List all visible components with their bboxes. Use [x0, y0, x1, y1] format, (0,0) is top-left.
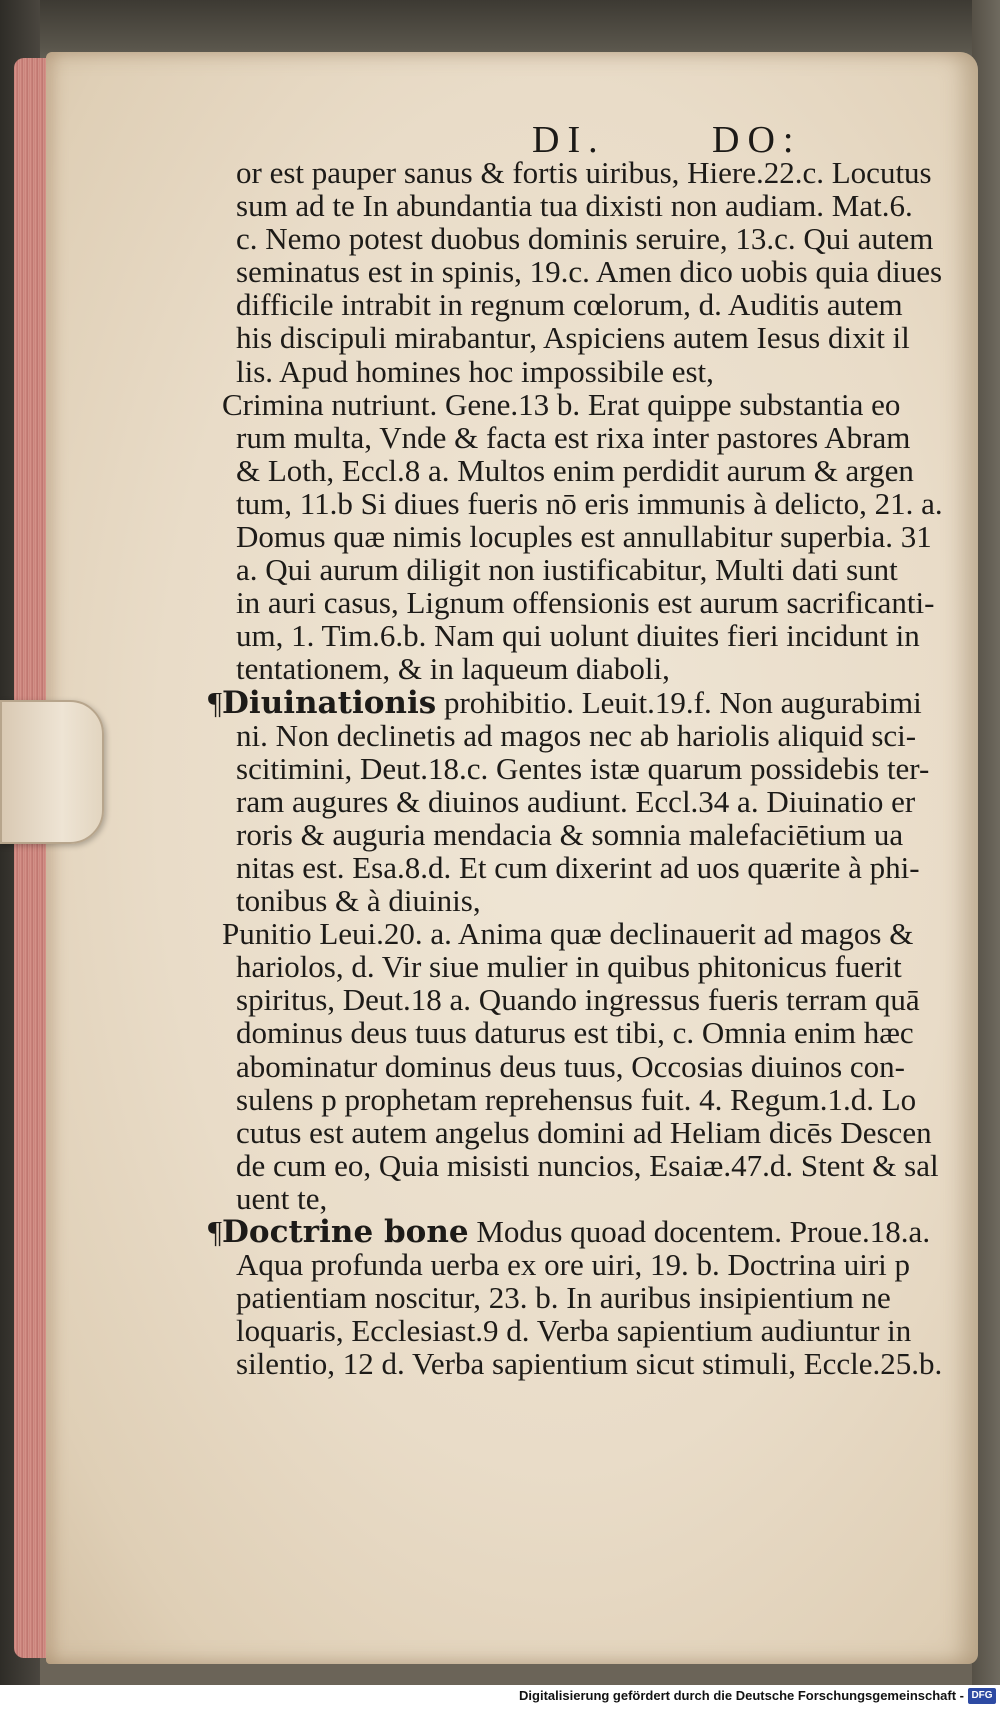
pilcrow-mark: ¶	[208, 684, 223, 720]
text-line: rum multa, Vnde & facta est rixa inter pastores Abram	[236, 419, 911, 455]
text-line: uent te,	[236, 1180, 328, 1216]
header-left: DI.	[532, 119, 606, 161]
pilcrow-mark: ¶	[208, 1214, 223, 1249]
dfg-logo: DFG	[968, 1688, 996, 1704]
header-right: DO:	[712, 119, 802, 161]
text-line: Aqua profunda uerba ex ore uiri, 19. b. Doctrina uiri p	[236, 1247, 911, 1283]
section-heading: Doctrine bone	[222, 1214, 469, 1250]
text-line: sum ad te In abundantia tua dixisti non audiam. Mat.6.	[236, 188, 913, 224]
text-line: hariolos, d. Vir siue mulier in quibus phitonicus fuerit	[236, 949, 902, 985]
text-line: patientiam noscitur, 23. b. In auribus insipientium ne	[236, 1280, 891, 1316]
text-line: abominatur dominus deus tuus, Occosias diuinos con-	[236, 1048, 905, 1084]
text-line	[208, 1215, 996, 1248]
footer-credit: Digitalisierung gefördert durch die Deutsche Forschungsgemeinschaft -	[519, 1688, 964, 1703]
text-line: c. Nemo potest duobus dominis seruire, 13.c. Qui autem	[236, 221, 934, 257]
text-line: tum, 11.b Si diues fueris nō eris immunis à delicto, 21. a.	[236, 485, 943, 521]
section-heading: Diuinationis	[222, 684, 437, 721]
text-line	[208, 686, 996, 719]
text-line: roris & auguria mendacia & somnia malefaciētium ua	[236, 816, 904, 852]
text-line: tonibus & à diuinis,	[236, 883, 481, 919]
text-line: scitimini, Deut.18.c. Gentes istæ quarum possidebis ter-	[236, 750, 930, 786]
text-line: lis. Apud homines hoc impossibile est,	[236, 353, 714, 389]
text-line: or est pauper sanus & fortis uiribus, Hiere.22.c. Locutus	[236, 155, 932, 190]
text-line: um, 1. Tim.6.b. Nam qui uolunt diuites fieri incidunt in	[236, 618, 920, 654]
text-line: silentio, 12 d. Verba sapientium sicut stimuli, Eccle.25.b.	[236, 1346, 943, 1382]
text-line: cutus est autem angelus domini ad Heliam dicēs Descen	[236, 1114, 932, 1150]
text-line: in auri casus, Lignum offensionis est aurum sacrificanti-	[236, 585, 935, 621]
digitization-footer	[0, 1685, 1000, 1709]
text-line: loquaris, Ecclesiast.9 d. Verba sapientium audiuntur in	[236, 1313, 912, 1349]
text-line: seminatus est in spinis, 19.c. Amen dico uobis quia diues	[236, 254, 943, 290]
text-line: spiritus, Deut.18 a. Quando ingressus fueris terram quā	[236, 982, 920, 1018]
text-line: ni. Non declinetis ad magos nec ab hariolis aliquid sci-	[236, 717, 917, 753]
text-line: sulens p prophetam reprehensus fuit. 4. Regum.1.d. Lo	[236, 1081, 917, 1117]
text-line: Crimina nutriunt. Gene.13 b. Erat quippe substantia eo	[222, 386, 901, 422]
text-line: dominus deus tuus daturus est tibi, c. Omnia enim hæc	[236, 1015, 914, 1051]
book-clasp	[0, 700, 104, 844]
line-text: Modus quoad docentem. Proue.18.a.	[468, 1214, 931, 1249]
text-line: his discipuli mirabantur, Aspiciens autem Iesus dixit il	[236, 320, 910, 356]
text-line: tentationem, & in laqueum diaboli,	[236, 651, 670, 687]
page-text	[208, 155, 996, 1382]
book-fore-edge	[14, 58, 48, 1658]
text-line: ram augures & diuinos audiunt. Eccl.34 a. Diuinatio er	[236, 783, 916, 819]
text-line: Punitio Leui.20. a. Anima quæ declinauerit ad magos &	[222, 916, 914, 952]
text-line: nitas est. Esa.8.d. Et cum dixerint ad uos quærite à phi-	[236, 849, 920, 885]
text-line: a. Qui aurum diligit non iustificabitur, Multi dati sunt	[236, 552, 898, 588]
text-line: Domus quæ nimis locuples est annullabitur superbia. 31	[236, 519, 932, 555]
text-line: de cum eo, Quia misisti nuncios, Esaiæ.47.d. Stent & sal	[236, 1147, 939, 1183]
text-line: & Loth, Eccl.8 a. Multos enim perdidit aurum & argen	[236, 452, 914, 488]
line-text: prohibitio. Leuit.19.f. Non augurabimi	[436, 684, 922, 720]
text-line: difficile intrabit in regnum cœlorum, d. Auditis autem	[236, 287, 903, 323]
